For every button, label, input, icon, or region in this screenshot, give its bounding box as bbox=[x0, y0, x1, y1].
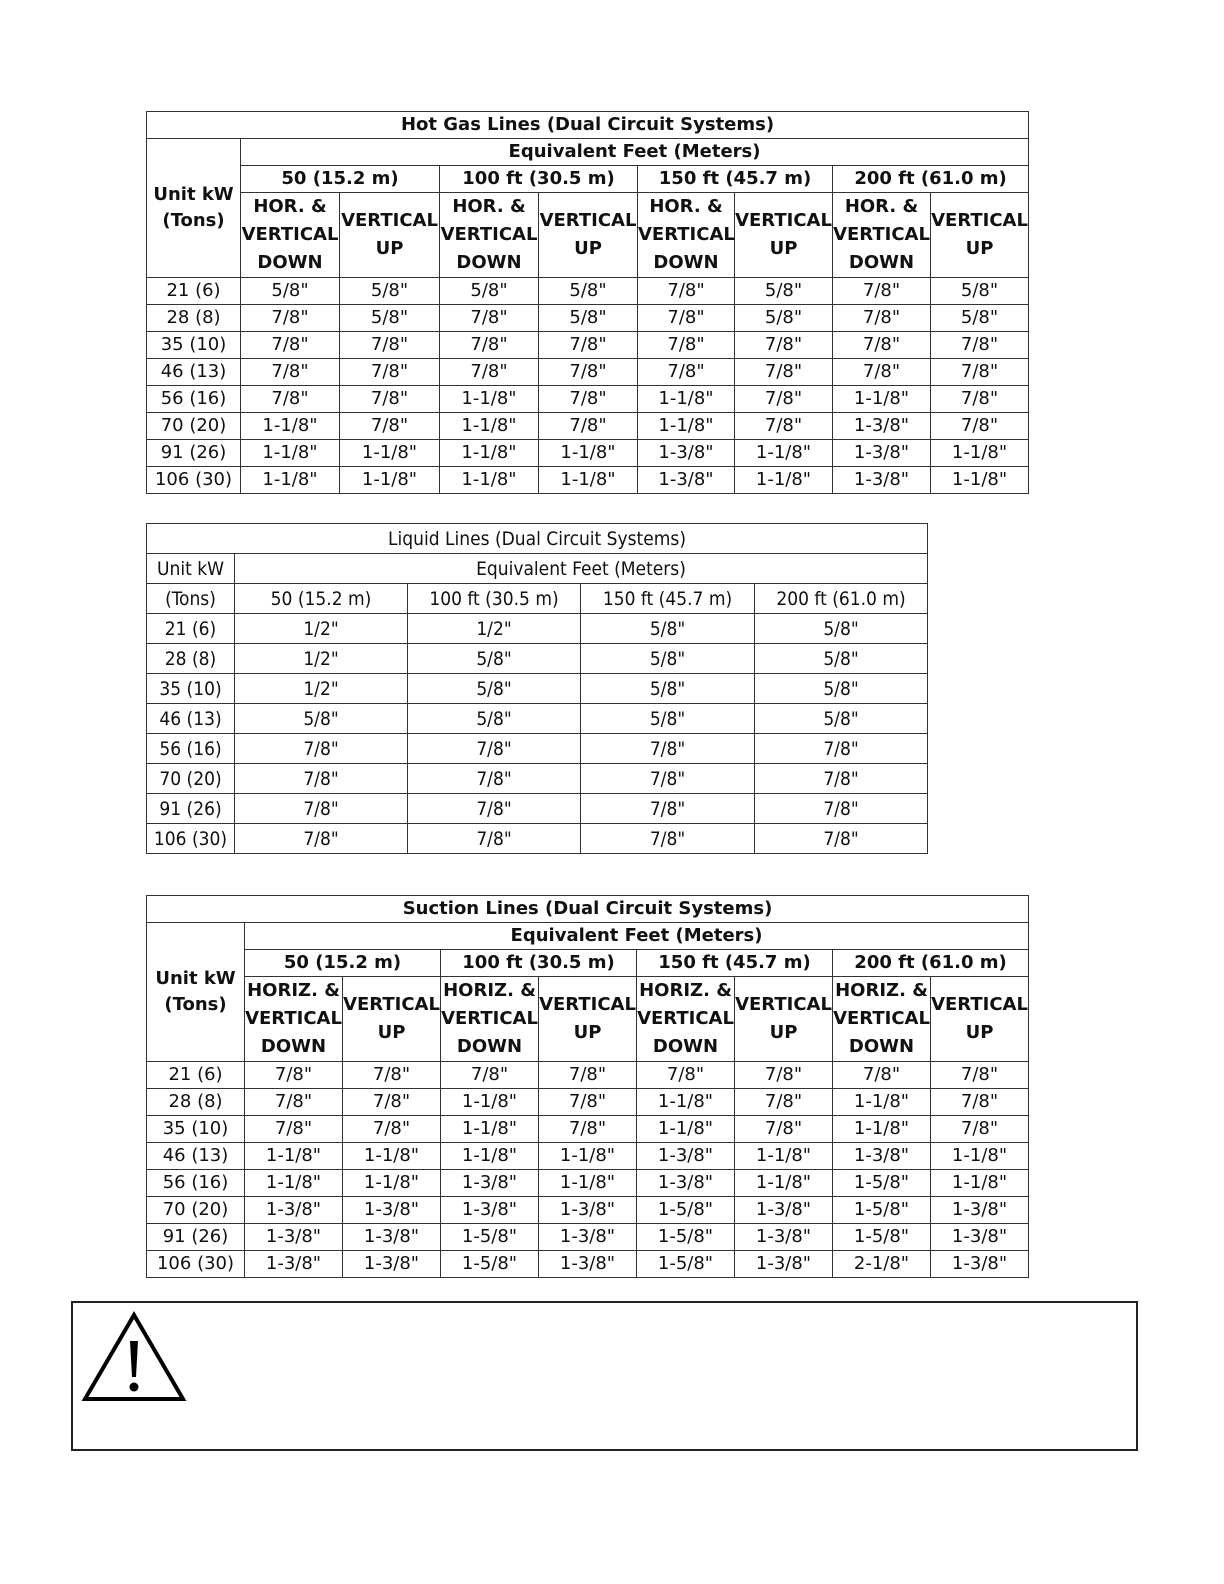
pipe-size-cell: 1-5/8" bbox=[441, 1224, 539, 1251]
table-row bbox=[147, 359, 1029, 386]
table-row bbox=[147, 1116, 1029, 1143]
pipe-size-cell: 2-1/8" bbox=[833, 1251, 931, 1278]
pipe-size-cell: 1-1/8" bbox=[440, 386, 539, 413]
pipe-size-cell: 7/8" bbox=[343, 1089, 441, 1116]
pipe-size-cell: 7/8" bbox=[440, 305, 539, 332]
pipe-size-cell: 7/8" bbox=[340, 332, 440, 359]
sub-header-vertical-up: VERTICAL UP bbox=[539, 977, 637, 1062]
pipe-size-cell: 5/8" bbox=[539, 305, 638, 332]
pipe-size-cell: 7/8" bbox=[833, 359, 931, 386]
table-row bbox=[147, 704, 928, 734]
pipe-size-cell: 1-1/8" bbox=[343, 1170, 441, 1197]
pipe-size-cell: 7/8" bbox=[638, 278, 735, 305]
pipe-size-cell: 5/8" bbox=[931, 305, 1029, 332]
pipe-size-cell: 1-3/8" bbox=[343, 1224, 441, 1251]
pipe-size-cell: 7/8" bbox=[408, 764, 581, 794]
unit-cell: 35 (10) bbox=[147, 1116, 245, 1143]
unit-header-line: Unit kW bbox=[155, 968, 236, 989]
liquid-lines-table bbox=[146, 523, 928, 854]
pipe-size-cell: 1-1/8" bbox=[638, 386, 735, 413]
unit-cell: 56 (16) bbox=[147, 1170, 245, 1197]
sub-header-vertical-up: VERTICAL UP bbox=[735, 193, 833, 278]
distance-header: 150 ft (45.7 m) bbox=[581, 584, 755, 614]
pipe-size-cell: 7/8" bbox=[408, 824, 581, 854]
pipe-size-cell: 7/8" bbox=[638, 359, 735, 386]
pipe-size-cell: 5/8" bbox=[581, 704, 755, 734]
pipe-size-cell: 1-1/8" bbox=[833, 1116, 931, 1143]
pipe-size-cell: 1-3/8" bbox=[735, 1224, 833, 1251]
pipe-size-cell: 1-1/8" bbox=[539, 467, 638, 494]
pipe-size-cell: 7/8" bbox=[235, 824, 408, 854]
unit-cell: 56 (16) bbox=[147, 734, 235, 764]
sub-header-vertical-up: VERTICAL UP bbox=[735, 977, 833, 1062]
unit-cell: 35 (10) bbox=[147, 674, 235, 704]
sub-header-horizontal-down: HOR. & VERTICAL DOWN bbox=[440, 193, 539, 278]
hot-gas-body bbox=[147, 278, 1029, 494]
pipe-size-cell: 7/8" bbox=[637, 1062, 735, 1089]
pipe-size-cell: 5/8" bbox=[581, 644, 755, 674]
table-row bbox=[147, 794, 928, 824]
pipe-size-cell: 1-3/8" bbox=[539, 1197, 637, 1224]
pipe-size-cell: 5/8" bbox=[755, 704, 928, 734]
pipe-size-cell: 1-3/8" bbox=[441, 1197, 539, 1224]
pipe-size-cell: 1-1/8" bbox=[241, 467, 340, 494]
pipe-size-cell: 1-3/8" bbox=[637, 1143, 735, 1170]
distance-header: 150 ft (45.7 m) bbox=[637, 950, 833, 977]
table-row bbox=[147, 386, 1029, 413]
pipe-size-cell: 7/8" bbox=[440, 359, 539, 386]
pipe-size-cell: 1-5/8" bbox=[441, 1251, 539, 1278]
pipe-size-cell: 1-1/8" bbox=[735, 1170, 833, 1197]
unit-cell: 28 (8) bbox=[147, 644, 235, 674]
sub-header-horizontal-down: HORIZ. & VERTICAL DOWN bbox=[441, 977, 539, 1062]
unit-header-line: (Tons) bbox=[164, 994, 227, 1015]
table-title: Hot Gas Lines (Dual Circuit Systems) bbox=[147, 112, 1029, 139]
table-row bbox=[147, 1143, 1029, 1170]
unit-header-line: (Tons) bbox=[147, 584, 235, 614]
table-row bbox=[147, 674, 928, 704]
pipe-size-cell: 1-3/8" bbox=[931, 1197, 1029, 1224]
unit-cell: 56 (16) bbox=[147, 386, 241, 413]
equivalent-feet-header: Equivalent Feet (Meters) bbox=[245, 923, 1029, 950]
table-row bbox=[147, 413, 1029, 440]
pipe-size-cell: 5/8" bbox=[539, 278, 638, 305]
pipe-size-cell: 7/8" bbox=[343, 1116, 441, 1143]
pipe-size-cell: 1-3/8" bbox=[735, 1197, 833, 1224]
pipe-size-cell: 7/8" bbox=[581, 764, 755, 794]
unit-header bbox=[147, 923, 245, 1062]
pipe-size-cell: 7/8" bbox=[241, 305, 340, 332]
pipe-size-cell: 1/2" bbox=[235, 674, 408, 704]
unit-cell: 106 (30) bbox=[147, 824, 235, 854]
pipe-size-cell: 1-1/8" bbox=[931, 467, 1029, 494]
pipe-size-cell: 1-1/8" bbox=[833, 1089, 931, 1116]
pipe-size-cell: 7/8" bbox=[539, 332, 638, 359]
pipe-size-cell: 7/8" bbox=[833, 278, 931, 305]
sub-header-horizontal-down: HOR. & VERTICAL DOWN bbox=[833, 193, 931, 278]
pipe-size-cell: 1-1/8" bbox=[245, 1143, 343, 1170]
pipe-size-cell: 5/8" bbox=[241, 278, 340, 305]
table-row bbox=[147, 1170, 1029, 1197]
distance-header: 50 (15.2 m) bbox=[245, 950, 441, 977]
pipe-size-cell: 7/8" bbox=[539, 1089, 637, 1116]
pipe-size-cell: 1-5/8" bbox=[833, 1224, 931, 1251]
pipe-size-cell: 7/8" bbox=[235, 794, 408, 824]
pipe-size-cell: 5/8" bbox=[408, 704, 581, 734]
pipe-size-cell: 1-5/8" bbox=[833, 1197, 931, 1224]
pipe-size-cell: 1-3/8" bbox=[833, 1143, 931, 1170]
table-row bbox=[147, 644, 928, 674]
pipe-size-cell: 7/8" bbox=[241, 332, 340, 359]
pipe-size-cell: 1-3/8" bbox=[539, 1224, 637, 1251]
hot-gas-lines-table bbox=[146, 111, 1029, 494]
pipe-size-cell: 7/8" bbox=[755, 764, 928, 794]
pipe-size-cell: 5/8" bbox=[581, 614, 755, 644]
unit-cell: 35 (10) bbox=[147, 332, 241, 359]
unit-cell: 106 (30) bbox=[147, 1251, 245, 1278]
pipe-size-cell: 1-3/8" bbox=[735, 1251, 833, 1278]
pipe-size-cell: 1-3/8" bbox=[637, 1170, 735, 1197]
unit-header-line: Unit kW bbox=[153, 184, 234, 205]
distance-header: 200 ft (61.0 m) bbox=[755, 584, 928, 614]
distance-header: 200 ft (61.0 m) bbox=[833, 166, 1029, 193]
pipe-size-cell: 7/8" bbox=[735, 332, 833, 359]
pipe-size-cell: 1-1/8" bbox=[245, 1170, 343, 1197]
pipe-size-cell: 5/8" bbox=[408, 674, 581, 704]
pipe-size-cell: 1-3/8" bbox=[833, 440, 931, 467]
pipe-size-cell: 7/8" bbox=[340, 359, 440, 386]
sub-header-vertical-up: VERTICAL UP bbox=[539, 193, 638, 278]
pipe-size-cell: 7/8" bbox=[539, 386, 638, 413]
pipe-size-cell: 5/8" bbox=[340, 305, 440, 332]
pipe-size-cell: 1-1/8" bbox=[931, 1170, 1029, 1197]
sub-header-horizontal-down: HORIZ. & VERTICAL DOWN bbox=[245, 977, 343, 1062]
pipe-size-cell: 5/8" bbox=[755, 674, 928, 704]
table-row bbox=[147, 614, 928, 644]
unit-header-line: (Tons) bbox=[162, 210, 225, 231]
sub-header-vertical-up: VERTICAL UP bbox=[931, 193, 1029, 278]
pipe-size-cell: 1-3/8" bbox=[833, 413, 931, 440]
pipe-size-cell: 7/8" bbox=[581, 794, 755, 824]
pipe-size-cell: 1-5/8" bbox=[637, 1224, 735, 1251]
pipe-size-cell: 1-3/8" bbox=[833, 467, 931, 494]
pipe-size-cell: 1-1/8" bbox=[539, 440, 638, 467]
table-row bbox=[147, 278, 1029, 305]
pipe-size-cell: 1-1/8" bbox=[931, 1143, 1029, 1170]
pipe-size-cell: 7/8" bbox=[833, 332, 931, 359]
unit-cell: 46 (13) bbox=[147, 1143, 245, 1170]
sub-header-horizontal-down: HORIZ. & VERTICAL DOWN bbox=[637, 977, 735, 1062]
sub-header-vertical-up: VERTICAL UP bbox=[931, 977, 1029, 1062]
pipe-size-cell: 7/8" bbox=[408, 794, 581, 824]
pipe-size-cell: 7/8" bbox=[440, 332, 539, 359]
pipe-size-cell: 1-1/8" bbox=[539, 1170, 637, 1197]
pipe-size-cell: 1-3/8" bbox=[931, 1224, 1029, 1251]
distance-header: 200 ft (61.0 m) bbox=[833, 950, 1029, 977]
pipe-size-cell: 1-1/8" bbox=[440, 467, 539, 494]
liquid-body bbox=[147, 614, 928, 854]
table-title: Liquid Lines (Dual Circuit Systems) bbox=[147, 524, 928, 554]
unit-cell: 46 (13) bbox=[147, 359, 241, 386]
pipe-size-cell: 1-1/8" bbox=[735, 1143, 833, 1170]
pipe-size-cell: 1-1/8" bbox=[441, 1089, 539, 1116]
unit-cell: 28 (8) bbox=[147, 305, 241, 332]
table-row bbox=[147, 734, 928, 764]
pipe-size-cell: 7/8" bbox=[245, 1062, 343, 1089]
pipe-size-cell: 7/8" bbox=[931, 359, 1029, 386]
unit-cell: 70 (20) bbox=[147, 413, 241, 440]
warning-icon bbox=[81, 1311, 187, 1403]
pipe-size-cell: 1-3/8" bbox=[441, 1170, 539, 1197]
distance-header: 100 ft (30.5 m) bbox=[441, 950, 637, 977]
pipe-size-cell: 7/8" bbox=[340, 386, 440, 413]
pipe-size-cell: 7/8" bbox=[539, 1116, 637, 1143]
pipe-size-cell: 1-3/8" bbox=[638, 440, 735, 467]
suction-lines-table bbox=[146, 895, 1029, 1278]
pipe-size-cell: 7/8" bbox=[343, 1062, 441, 1089]
sub-header-vertical-up: VERTICAL UP bbox=[343, 977, 441, 1062]
table-row bbox=[147, 1089, 1029, 1116]
pipe-size-cell: 1-3/8" bbox=[343, 1251, 441, 1278]
table-row bbox=[147, 440, 1029, 467]
pipe-size-cell: 7/8" bbox=[931, 332, 1029, 359]
pipe-size-cell: 7/8" bbox=[735, 1116, 833, 1143]
pipe-size-cell: 1-1/8" bbox=[440, 413, 539, 440]
suction-body bbox=[147, 1062, 1029, 1278]
pipe-size-cell: 5/8" bbox=[755, 644, 928, 674]
pipe-size-cell: 1-1/8" bbox=[833, 386, 931, 413]
pipe-size-cell: 1/2" bbox=[408, 614, 581, 644]
unit-cell: 91 (26) bbox=[147, 794, 235, 824]
table-row bbox=[147, 764, 928, 794]
table-title: Suction Lines (Dual Circuit Systems) bbox=[147, 896, 1029, 923]
unit-cell: 21 (6) bbox=[147, 614, 235, 644]
pipe-size-cell: 7/8" bbox=[755, 824, 928, 854]
pipe-size-cell: 1-1/8" bbox=[340, 467, 440, 494]
pipe-size-cell: 1-3/8" bbox=[343, 1197, 441, 1224]
pipe-size-cell: 7/8" bbox=[408, 734, 581, 764]
table-row bbox=[147, 1224, 1029, 1251]
pipe-size-cell: 1-1/8" bbox=[241, 413, 340, 440]
pipe-size-cell: 1-1/8" bbox=[441, 1143, 539, 1170]
table-row bbox=[147, 467, 1029, 494]
pipe-size-cell: 5/8" bbox=[755, 614, 928, 644]
sub-header-horizontal-down: HORIZ. & VERTICAL DOWN bbox=[833, 977, 931, 1062]
pipe-size-cell: 5/8" bbox=[735, 278, 833, 305]
pipe-size-cell: 1/2" bbox=[235, 614, 408, 644]
pipe-size-cell: 1-5/8" bbox=[637, 1251, 735, 1278]
pipe-size-cell: 1-1/8" bbox=[735, 440, 833, 467]
pipe-size-cell: 7/8" bbox=[735, 413, 833, 440]
warning-box bbox=[71, 1301, 1138, 1451]
unit-cell: 21 (6) bbox=[147, 278, 241, 305]
unit-cell: 28 (8) bbox=[147, 1089, 245, 1116]
pipe-size-cell: 7/8" bbox=[241, 386, 340, 413]
pipe-size-cell: 7/8" bbox=[638, 332, 735, 359]
unit-cell: 70 (20) bbox=[147, 1197, 245, 1224]
table-row bbox=[147, 824, 928, 854]
pipe-size-cell: 7/8" bbox=[931, 1116, 1029, 1143]
pipe-size-cell: 7/8" bbox=[638, 305, 735, 332]
pipe-size-cell: 7/8" bbox=[735, 1062, 833, 1089]
pipe-size-cell: 1-3/8" bbox=[245, 1251, 343, 1278]
pipe-size-cell: 1-3/8" bbox=[245, 1224, 343, 1251]
pipe-size-cell: 1-3/8" bbox=[539, 1251, 637, 1278]
pipe-size-cell: 7/8" bbox=[539, 1062, 637, 1089]
pipe-size-cell: 1-3/8" bbox=[638, 467, 735, 494]
pipe-size-cell: 1-1/8" bbox=[931, 440, 1029, 467]
pipe-size-cell: 7/8" bbox=[735, 386, 833, 413]
pipe-size-cell: 1/2" bbox=[235, 644, 408, 674]
unit-cell: 106 (30) bbox=[147, 467, 241, 494]
pipe-size-cell: 7/8" bbox=[245, 1116, 343, 1143]
unit-cell: 91 (26) bbox=[147, 440, 241, 467]
equivalent-feet-header: Equivalent Feet (Meters) bbox=[235, 554, 928, 584]
unit-cell: 46 (13) bbox=[147, 704, 235, 734]
pipe-size-cell: 1-1/8" bbox=[340, 440, 440, 467]
unit-cell: 70 (20) bbox=[147, 764, 235, 794]
table-row bbox=[147, 1062, 1029, 1089]
pipe-size-cell: 7/8" bbox=[441, 1062, 539, 1089]
pipe-size-cell: 1-1/8" bbox=[441, 1116, 539, 1143]
pipe-size-cell: 7/8" bbox=[735, 1089, 833, 1116]
sub-header-horizontal-down: HOR. & VERTICAL DOWN bbox=[241, 193, 340, 278]
pipe-size-cell: 7/8" bbox=[581, 824, 755, 854]
distance-header: 50 (15.2 m) bbox=[241, 166, 440, 193]
pipe-size-cell: 7/8" bbox=[755, 794, 928, 824]
pipe-size-cell: 7/8" bbox=[581, 734, 755, 764]
pipe-size-cell: 1-1/8" bbox=[637, 1116, 735, 1143]
pipe-size-cell: 7/8" bbox=[931, 1089, 1029, 1116]
table-row bbox=[147, 1251, 1029, 1278]
pipe-size-cell: 7/8" bbox=[931, 386, 1029, 413]
pipe-size-cell: 1-5/8" bbox=[637, 1197, 735, 1224]
pipe-size-cell: 1-1/8" bbox=[440, 440, 539, 467]
pipe-size-cell: 7/8" bbox=[833, 305, 931, 332]
unit-cell: 91 (26) bbox=[147, 1224, 245, 1251]
pipe-size-cell: 1-3/8" bbox=[931, 1251, 1029, 1278]
pipe-size-cell: 5/8" bbox=[340, 278, 440, 305]
pipe-size-cell: 1-1/8" bbox=[343, 1143, 441, 1170]
pipe-size-cell: 5/8" bbox=[735, 305, 833, 332]
pipe-size-cell: 1-3/8" bbox=[245, 1197, 343, 1224]
pipe-size-cell: 7/8" bbox=[245, 1089, 343, 1116]
pipe-size-cell: 1-1/8" bbox=[241, 440, 340, 467]
pipe-size-cell: 7/8" bbox=[735, 359, 833, 386]
table-row bbox=[147, 1197, 1029, 1224]
table-row bbox=[147, 332, 1029, 359]
pipe-size-cell: 7/8" bbox=[539, 413, 638, 440]
pipe-size-cell: 5/8" bbox=[440, 278, 539, 305]
pipe-size-cell: 7/8" bbox=[235, 734, 408, 764]
unit-cell: 21 (6) bbox=[147, 1062, 245, 1089]
pipe-size-cell: 1-5/8" bbox=[833, 1170, 931, 1197]
pipe-size-cell: 1-1/8" bbox=[637, 1089, 735, 1116]
pipe-size-cell: 5/8" bbox=[408, 644, 581, 674]
pipe-size-cell: 7/8" bbox=[241, 359, 340, 386]
distance-header: 100 ft (30.5 m) bbox=[408, 584, 581, 614]
pipe-size-cell: 7/8" bbox=[931, 1062, 1029, 1089]
pipe-size-cell: 7/8" bbox=[931, 413, 1029, 440]
equivalent-feet-header: Equivalent Feet (Meters) bbox=[241, 139, 1029, 166]
pipe-size-cell: 7/8" bbox=[833, 1062, 931, 1089]
pipe-size-cell: 1-1/8" bbox=[539, 1143, 637, 1170]
unit-header bbox=[147, 139, 241, 278]
unit-header-line: Unit kW bbox=[147, 554, 235, 584]
distance-header: 50 (15.2 m) bbox=[235, 584, 408, 614]
pipe-size-cell: 7/8" bbox=[755, 734, 928, 764]
pipe-size-cell: 1-1/8" bbox=[638, 413, 735, 440]
table-row bbox=[147, 305, 1029, 332]
pipe-size-cell: 7/8" bbox=[235, 764, 408, 794]
distance-header: 150 ft (45.7 m) bbox=[638, 166, 833, 193]
pipe-size-cell: 5/8" bbox=[931, 278, 1029, 305]
sub-header-horizontal-down: HOR. & VERTICAL DOWN bbox=[638, 193, 735, 278]
pipe-size-cell: 1-1/8" bbox=[735, 467, 833, 494]
sub-header-vertical-up: VERTICAL UP bbox=[340, 193, 440, 278]
pipe-size-cell: 5/8" bbox=[581, 674, 755, 704]
distance-header: 100 ft (30.5 m) bbox=[440, 166, 638, 193]
pipe-size-cell: 7/8" bbox=[539, 359, 638, 386]
pipe-size-cell: 5/8" bbox=[235, 704, 408, 734]
pipe-size-cell: 7/8" bbox=[340, 413, 440, 440]
